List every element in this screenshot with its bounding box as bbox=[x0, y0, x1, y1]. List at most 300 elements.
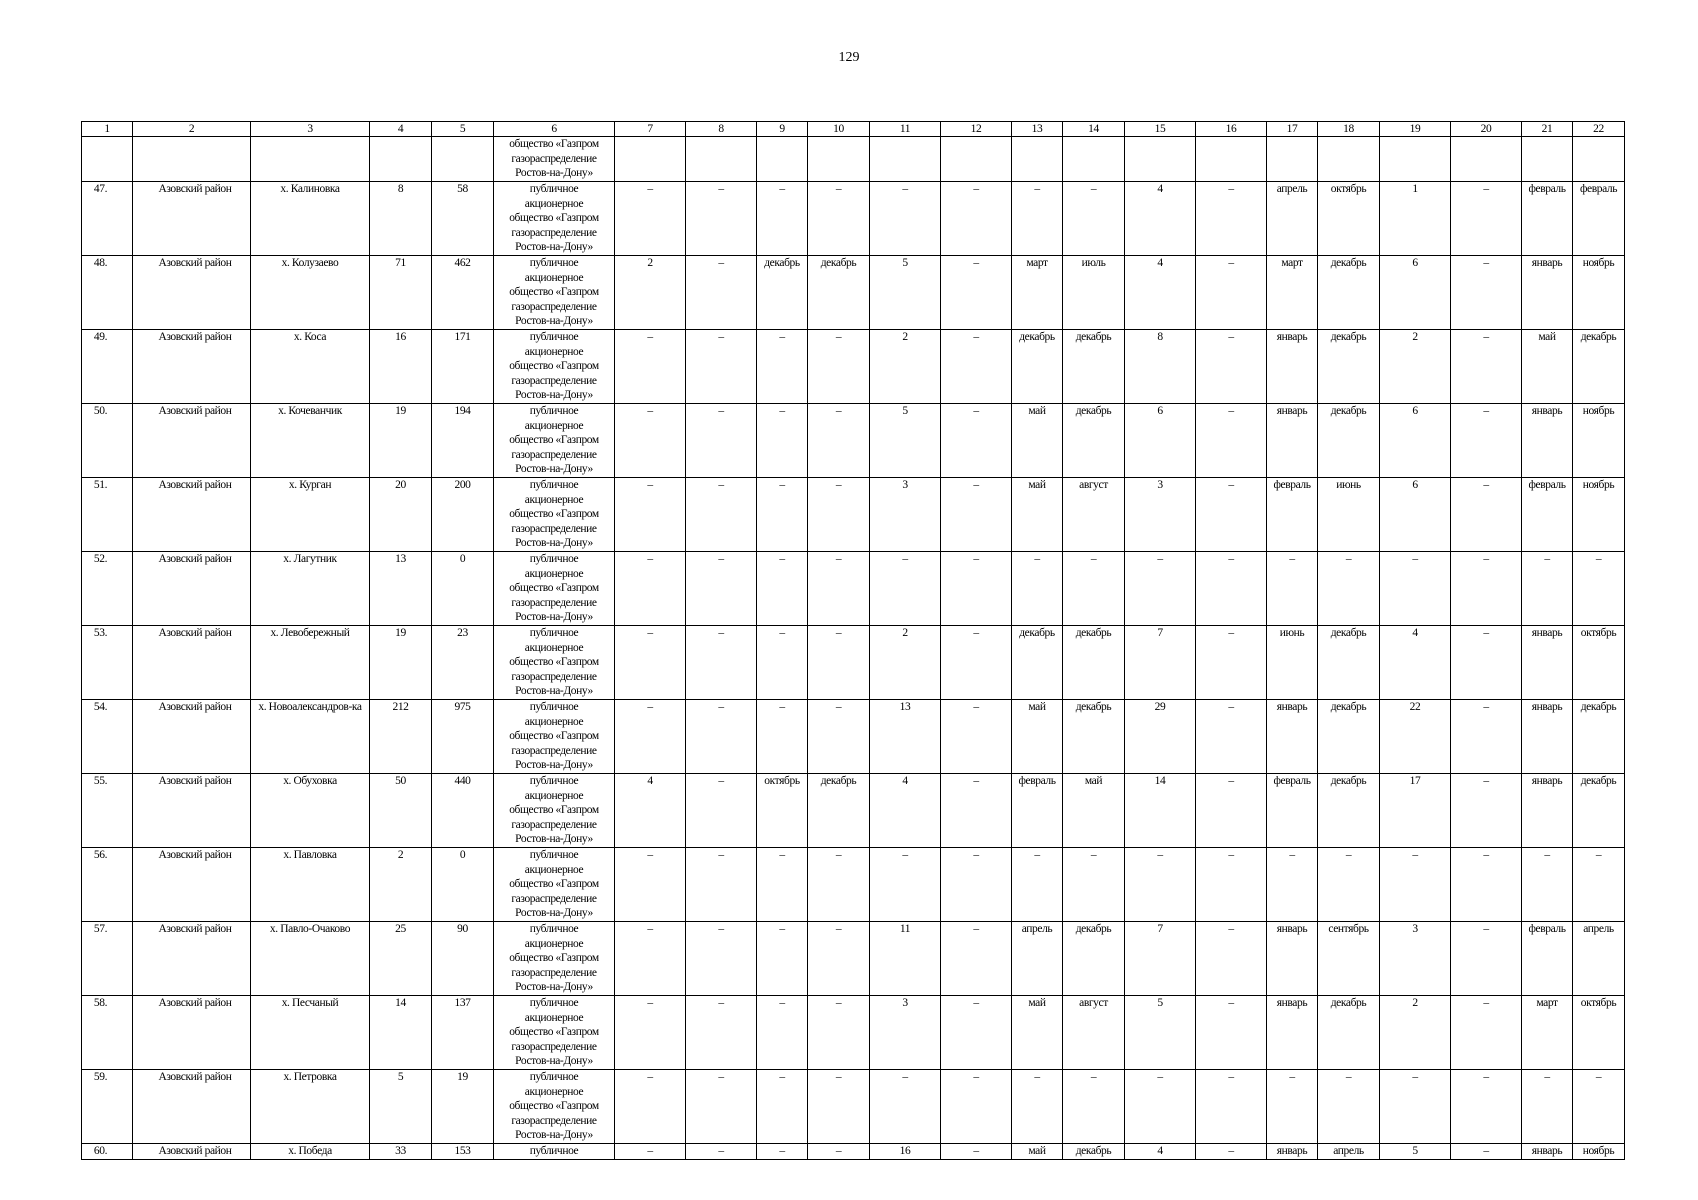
value-cell: май bbox=[1012, 1144, 1063, 1160]
organization-cell bbox=[494, 922, 615, 996]
empty-cell bbox=[757, 137, 808, 182]
value-cell: февраль bbox=[1267, 774, 1318, 848]
value-cell: 58 bbox=[432, 182, 494, 256]
value-cell: 5 bbox=[370, 1070, 432, 1144]
value-cell: – bbox=[1522, 552, 1573, 626]
value-cell: – bbox=[686, 404, 757, 478]
table-row bbox=[82, 922, 1625, 996]
value-cell: – bbox=[757, 1070, 808, 1144]
org-line: газораспределение bbox=[511, 670, 597, 683]
value-cell: октябрь bbox=[757, 774, 808, 848]
value-cell: август bbox=[1063, 996, 1125, 1070]
value-cell: 4 bbox=[870, 774, 941, 848]
value-cell: 17 bbox=[1380, 774, 1451, 848]
value-cell: январь bbox=[1267, 404, 1318, 478]
value-cell: февраль bbox=[1522, 478, 1573, 552]
org-line: Ростов-на-Дону» bbox=[515, 685, 593, 697]
value-cell: февраль bbox=[1012, 774, 1063, 848]
value-cell: 6 bbox=[1380, 478, 1451, 552]
org-line: акционерное bbox=[524, 1085, 584, 1098]
value-cell: – bbox=[808, 330, 870, 404]
org-line: газораспределение bbox=[511, 374, 597, 387]
district-cell: Азовский район bbox=[133, 848, 251, 922]
table-row bbox=[82, 552, 1625, 626]
value-cell: – bbox=[1012, 552, 1063, 626]
value-cell: март bbox=[1012, 256, 1063, 330]
value-cell: ноябрь bbox=[1573, 256, 1625, 330]
district-cell: Азовский район bbox=[133, 552, 251, 626]
row-number-cell: 56. bbox=[82, 848, 133, 922]
column-header: 12 bbox=[941, 122, 1012, 137]
column-header: 9 bbox=[757, 122, 808, 137]
value-cell: май bbox=[1063, 774, 1125, 848]
table-row bbox=[82, 626, 1625, 700]
value-cell: – bbox=[1380, 848, 1451, 922]
value-cell: – bbox=[1196, 330, 1267, 404]
value-cell: сентябрь bbox=[1318, 922, 1380, 996]
value-cell: – bbox=[757, 848, 808, 922]
value-cell: 50 bbox=[370, 774, 432, 848]
value-cell: декабрь bbox=[1318, 996, 1380, 1070]
value-cell: июнь bbox=[1267, 626, 1318, 700]
org-line: Ростов-на-Дону» bbox=[515, 1129, 593, 1141]
value-cell: август bbox=[1063, 478, 1125, 552]
value-cell: – bbox=[757, 552, 808, 626]
value-cell: – bbox=[941, 774, 1012, 848]
district-cell: Азовский район bbox=[133, 774, 251, 848]
value-cell: – bbox=[1196, 478, 1267, 552]
district-cell: Азовский район bbox=[133, 700, 251, 774]
value-cell: январь bbox=[1267, 700, 1318, 774]
value-cell: – bbox=[1196, 774, 1267, 848]
value-cell: 4 bbox=[1125, 256, 1196, 330]
row-number-cell: 50. bbox=[82, 404, 133, 478]
empty-cell bbox=[1267, 137, 1318, 182]
table-row bbox=[82, 330, 1625, 404]
row-number-cell: 48. bbox=[82, 256, 133, 330]
row-number-cell: 53. bbox=[82, 626, 133, 700]
value-cell: – bbox=[808, 922, 870, 996]
org-line: общество «Газпром bbox=[509, 138, 599, 150]
value-cell: – bbox=[941, 256, 1012, 330]
value-cell: 13 bbox=[370, 552, 432, 626]
column-header: 17 bbox=[1267, 122, 1318, 137]
value-cell: 3 bbox=[870, 996, 941, 1070]
value-cell: 11 bbox=[870, 922, 941, 996]
value-cell: декабрь bbox=[808, 774, 870, 848]
value-cell: – bbox=[1012, 1070, 1063, 1144]
empty-cell bbox=[615, 137, 686, 182]
value-cell: – bbox=[1196, 404, 1267, 478]
value-cell: – bbox=[808, 404, 870, 478]
value-cell: – bbox=[615, 330, 686, 404]
column-header: 2 bbox=[133, 122, 251, 137]
value-cell: февраль bbox=[1573, 182, 1625, 256]
value-cell: 33 bbox=[370, 1144, 432, 1160]
org-line: акционерное bbox=[524, 345, 584, 358]
value-cell: – bbox=[808, 848, 870, 922]
value-cell: 19 bbox=[370, 626, 432, 700]
column-header: 8 bbox=[686, 122, 757, 137]
value-cell: 462 bbox=[432, 256, 494, 330]
empty-cell bbox=[1063, 137, 1125, 182]
district-cell: Азовский район bbox=[133, 996, 251, 1070]
value-cell: 8 bbox=[370, 182, 432, 256]
column-header: 14 bbox=[1063, 122, 1125, 137]
value-cell: – bbox=[1267, 1070, 1318, 1144]
value-cell: – bbox=[1451, 330, 1522, 404]
column-header: 7 bbox=[615, 122, 686, 137]
empty-cell bbox=[941, 137, 1012, 182]
value-cell: – bbox=[941, 700, 1012, 774]
value-cell: декабрь bbox=[1318, 774, 1380, 848]
org-line: публичное bbox=[529, 479, 579, 491]
value-cell: – bbox=[941, 848, 1012, 922]
value-cell: – bbox=[686, 922, 757, 996]
value-cell: апрель bbox=[1318, 1144, 1380, 1160]
org-line: акционерное bbox=[524, 789, 584, 802]
district-cell: Азовский район bbox=[133, 922, 251, 996]
row-number-cell: 49. bbox=[82, 330, 133, 404]
value-cell: декабрь bbox=[1318, 256, 1380, 330]
value-cell: – bbox=[1196, 552, 1267, 626]
table-row bbox=[82, 404, 1625, 478]
empty-cell bbox=[370, 137, 432, 182]
row-number-cell: 59. bbox=[82, 1070, 133, 1144]
value-cell: 4 bbox=[615, 774, 686, 848]
value-cell: – bbox=[1063, 552, 1125, 626]
value-cell: февраль bbox=[1522, 182, 1573, 256]
value-cell: декабрь bbox=[1318, 404, 1380, 478]
settlement-cell: х. Павловка bbox=[251, 848, 370, 922]
org-line: Ростов-на-Дону» bbox=[515, 759, 593, 771]
value-cell: ноябрь bbox=[1573, 478, 1625, 552]
value-cell: декабрь bbox=[808, 256, 870, 330]
value-cell: май bbox=[1012, 996, 1063, 1070]
value-cell: 14 bbox=[1125, 774, 1196, 848]
value-cell: апрель bbox=[1012, 922, 1063, 996]
org-line: общество «Газпром bbox=[509, 582, 599, 594]
value-cell: 8 bbox=[1125, 330, 1196, 404]
org-line: акционерное bbox=[524, 715, 584, 728]
value-cell: 4 bbox=[1125, 182, 1196, 256]
value-cell: – bbox=[1451, 182, 1522, 256]
value-cell: – bbox=[1063, 182, 1125, 256]
empty-cell bbox=[870, 137, 941, 182]
column-header: 19 bbox=[1380, 122, 1451, 137]
value-cell: – bbox=[757, 478, 808, 552]
value-cell: декабрь bbox=[1573, 700, 1625, 774]
org-line: газораспределение bbox=[511, 744, 597, 757]
value-cell: 29 bbox=[1125, 700, 1196, 774]
value-cell: – bbox=[1125, 1070, 1196, 1144]
org-line: публичное bbox=[529, 553, 579, 565]
table-row bbox=[82, 478, 1625, 552]
value-cell: – bbox=[1267, 848, 1318, 922]
value-cell: – bbox=[615, 922, 686, 996]
org-line: публичное bbox=[529, 923, 579, 935]
value-cell: – bbox=[1573, 848, 1625, 922]
value-cell: – bbox=[615, 996, 686, 1070]
value-cell: – bbox=[1451, 996, 1522, 1070]
value-cell: январь bbox=[1522, 404, 1573, 478]
org-line: газораспределение bbox=[511, 522, 597, 535]
value-cell: – bbox=[870, 182, 941, 256]
value-cell: – bbox=[1196, 996, 1267, 1070]
value-cell: 0 bbox=[432, 848, 494, 922]
settlement-cell: х. Курган bbox=[251, 478, 370, 552]
value-cell: декабрь bbox=[1063, 626, 1125, 700]
value-cell: – bbox=[1522, 848, 1573, 922]
value-cell: декабрь bbox=[1318, 626, 1380, 700]
value-cell: – bbox=[808, 700, 870, 774]
value-cell: – bbox=[615, 404, 686, 478]
value-cell: 6 bbox=[1380, 256, 1451, 330]
value-cell: – bbox=[1196, 626, 1267, 700]
org-line: Ростов-на-Дону» bbox=[515, 537, 593, 549]
value-cell: 6 bbox=[1125, 404, 1196, 478]
org-line: газораспределение bbox=[511, 1040, 597, 1053]
org-line: публичное bbox=[529, 627, 579, 639]
org-line: газораспределение bbox=[511, 300, 597, 313]
empty-cell bbox=[808, 137, 870, 182]
table-row bbox=[82, 774, 1625, 848]
org-line: акционерное bbox=[524, 1011, 584, 1024]
value-cell: 13 bbox=[870, 700, 941, 774]
value-cell: январь bbox=[1267, 330, 1318, 404]
value-cell: – bbox=[1451, 1144, 1522, 1160]
organization-cell bbox=[494, 256, 615, 330]
district-cell: Азовский район bbox=[133, 478, 251, 552]
column-header: 22 bbox=[1573, 122, 1625, 137]
value-cell: декабрь bbox=[1318, 330, 1380, 404]
value-cell: – bbox=[1125, 552, 1196, 626]
value-cell: – bbox=[1451, 256, 1522, 330]
value-cell: октябрь bbox=[1573, 996, 1625, 1070]
org-line: публичное bbox=[529, 775, 579, 787]
value-cell: – bbox=[686, 700, 757, 774]
value-cell: – bbox=[615, 700, 686, 774]
value-cell: январь bbox=[1267, 922, 1318, 996]
settlement-cell: х. Левобережный bbox=[251, 626, 370, 700]
organization-cell bbox=[494, 478, 615, 552]
column-header: 20 bbox=[1451, 122, 1522, 137]
empty-cell bbox=[133, 137, 251, 182]
value-cell: – bbox=[615, 848, 686, 922]
district-cell: Азовский район bbox=[133, 1144, 251, 1160]
table-row bbox=[82, 996, 1625, 1070]
org-line: публичное bbox=[529, 1145, 579, 1157]
value-cell: декабрь bbox=[1063, 700, 1125, 774]
org-line: акционерное bbox=[524, 271, 584, 284]
column-header: 1 bbox=[82, 122, 133, 137]
page-number: 129 bbox=[838, 50, 860, 65]
value-cell: декабрь bbox=[1012, 626, 1063, 700]
value-cell: – bbox=[941, 330, 1012, 404]
settlement-cell: х. Обуховка bbox=[251, 774, 370, 848]
value-cell: – bbox=[757, 404, 808, 478]
value-cell: – bbox=[615, 552, 686, 626]
value-cell: – bbox=[1451, 774, 1522, 848]
row-number-cell: 51. bbox=[82, 478, 133, 552]
org-line: акционерное bbox=[524, 567, 584, 580]
empty-cell bbox=[1318, 137, 1380, 182]
org-line: Ростов-на-Дону» bbox=[515, 611, 593, 623]
value-cell: – bbox=[615, 626, 686, 700]
value-cell: 212 bbox=[370, 700, 432, 774]
org-line: акционерное bbox=[524, 641, 584, 654]
value-cell: – bbox=[941, 182, 1012, 256]
organization-cell bbox=[494, 552, 615, 626]
organization-cell bbox=[494, 996, 615, 1070]
value-cell: январь bbox=[1522, 1144, 1573, 1160]
table-row bbox=[82, 848, 1625, 922]
org-line: общество «Газпром bbox=[509, 804, 599, 816]
value-cell: – bbox=[1196, 256, 1267, 330]
value-cell: 2 bbox=[370, 848, 432, 922]
org-line: акционерное bbox=[524, 493, 584, 506]
value-cell: 22 bbox=[1380, 700, 1451, 774]
value-cell: март bbox=[1267, 256, 1318, 330]
value-cell: – bbox=[941, 996, 1012, 1070]
value-cell: 440 bbox=[432, 774, 494, 848]
column-header: 16 bbox=[1196, 122, 1267, 137]
value-cell: 1 bbox=[1380, 182, 1451, 256]
value-cell: – bbox=[870, 848, 941, 922]
settlement-cell: х. Победа bbox=[251, 1144, 370, 1160]
value-cell: – bbox=[808, 996, 870, 1070]
empty-cell bbox=[1012, 137, 1063, 182]
value-cell: – bbox=[686, 848, 757, 922]
settlement-cell: х. Лагутник bbox=[251, 552, 370, 626]
value-cell: – bbox=[1196, 922, 1267, 996]
row-number-cell: 60. bbox=[82, 1144, 133, 1160]
value-cell: январь bbox=[1267, 1144, 1318, 1160]
value-cell: – bbox=[1196, 182, 1267, 256]
value-cell: – bbox=[1196, 700, 1267, 774]
value-cell: 7 bbox=[1125, 922, 1196, 996]
value-cell: 23 bbox=[432, 626, 494, 700]
table-row bbox=[82, 1144, 1625, 1160]
row-number-cell: 47. bbox=[82, 182, 133, 256]
value-cell: декабрь bbox=[1063, 1144, 1125, 1160]
district-cell: Азовский район bbox=[133, 182, 251, 256]
org-line: общество «Газпром bbox=[509, 730, 599, 742]
organization-cell bbox=[494, 774, 615, 848]
row-number-cell: 52. bbox=[82, 552, 133, 626]
value-cell: декабрь bbox=[1573, 330, 1625, 404]
org-line: общество «Газпром bbox=[509, 878, 599, 890]
value-cell: февраль bbox=[1267, 478, 1318, 552]
empty-cell bbox=[1196, 137, 1267, 182]
value-cell: – bbox=[1012, 848, 1063, 922]
org-line: общество «Газпром bbox=[509, 508, 599, 520]
value-cell: 975 bbox=[432, 700, 494, 774]
value-cell: июль bbox=[1063, 256, 1125, 330]
value-cell: – bbox=[870, 552, 941, 626]
value-cell: – bbox=[1125, 848, 1196, 922]
district-cell: Азовский район bbox=[133, 626, 251, 700]
value-cell: 16 bbox=[370, 330, 432, 404]
organization-cell bbox=[494, 1070, 615, 1144]
value-cell: – bbox=[1196, 848, 1267, 922]
value-cell: – bbox=[870, 1070, 941, 1144]
value-cell: – bbox=[686, 182, 757, 256]
value-cell: 3 bbox=[1125, 478, 1196, 552]
empty-cell bbox=[82, 137, 133, 182]
district-cell: Азовский район bbox=[133, 404, 251, 478]
value-cell: 0 bbox=[432, 552, 494, 626]
value-cell: декабрь bbox=[1012, 330, 1063, 404]
value-cell: октябрь bbox=[1573, 626, 1625, 700]
value-cell: январь bbox=[1522, 626, 1573, 700]
empty-cell bbox=[1522, 137, 1573, 182]
empty-cell bbox=[686, 137, 757, 182]
value-cell: май bbox=[1012, 700, 1063, 774]
organization-cell bbox=[494, 700, 615, 774]
organization-cell bbox=[494, 626, 615, 700]
value-cell: 171 bbox=[432, 330, 494, 404]
value-cell: 2 bbox=[870, 626, 941, 700]
district-cell: Азовский район bbox=[133, 256, 251, 330]
table-row bbox=[82, 1070, 1625, 1144]
org-line: Ростов-на-Дону» bbox=[515, 463, 593, 475]
value-cell: – bbox=[686, 256, 757, 330]
settlement-cell: х. Павло-Очаково bbox=[251, 922, 370, 996]
value-cell: – bbox=[757, 922, 808, 996]
value-cell: 16 bbox=[870, 1144, 941, 1160]
table-row bbox=[82, 700, 1625, 774]
value-cell: март bbox=[1522, 996, 1573, 1070]
row-number-cell: 54. bbox=[82, 700, 133, 774]
org-line: газораспределение bbox=[511, 596, 597, 609]
value-cell: 2 bbox=[870, 330, 941, 404]
value-cell: декабрь bbox=[1318, 700, 1380, 774]
value-cell: декабрь bbox=[757, 256, 808, 330]
value-cell: – bbox=[1451, 1070, 1522, 1144]
header-row bbox=[82, 122, 1625, 137]
value-cell: – bbox=[1451, 626, 1522, 700]
value-cell: – bbox=[686, 1144, 757, 1160]
value-cell: – bbox=[686, 330, 757, 404]
empty-cell bbox=[1125, 137, 1196, 182]
org-line: публичное bbox=[529, 997, 579, 1009]
value-cell: 71 bbox=[370, 256, 432, 330]
value-cell: май bbox=[1012, 404, 1063, 478]
value-cell: – bbox=[757, 626, 808, 700]
org-line: Ростов-на-Дону» bbox=[515, 315, 593, 327]
value-cell: – bbox=[757, 182, 808, 256]
settlement-cell: х. Петровка bbox=[251, 1070, 370, 1144]
value-cell: – bbox=[1451, 552, 1522, 626]
value-cell: – bbox=[1318, 552, 1380, 626]
org-line: общество «Газпром bbox=[509, 360, 599, 372]
value-cell: 5 bbox=[1125, 996, 1196, 1070]
value-cell: – bbox=[757, 330, 808, 404]
value-cell: – bbox=[941, 404, 1012, 478]
value-cell: – bbox=[757, 1144, 808, 1160]
value-cell: – bbox=[808, 1070, 870, 1144]
value-cell: – bbox=[808, 552, 870, 626]
org-line: публичное bbox=[529, 183, 579, 195]
org-line: акционерное bbox=[524, 863, 584, 876]
column-header: 6 bbox=[494, 122, 615, 137]
row-number-cell: 55. bbox=[82, 774, 133, 848]
org-line: Ростов-на-Дону» bbox=[515, 833, 593, 845]
value-cell: – bbox=[1012, 182, 1063, 256]
value-cell: – bbox=[615, 1070, 686, 1144]
value-cell: январь bbox=[1522, 774, 1573, 848]
